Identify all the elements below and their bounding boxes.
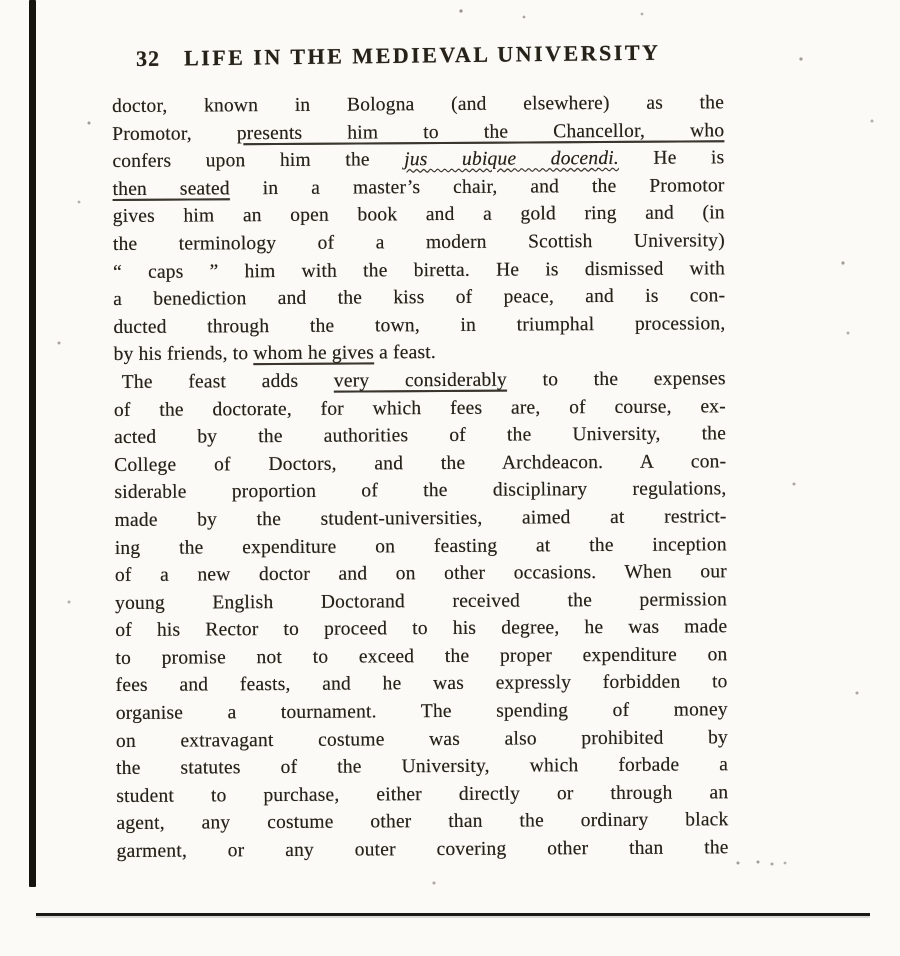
text-segment: to promise not to exceed the proper expenditure on bbox=[115, 644, 728, 669]
underlined-text: whom he gives bbox=[253, 342, 375, 365]
page-number: 32 bbox=[135, 45, 161, 71]
text-line bbox=[116, 779, 728, 810]
text-segment: by his friends, to bbox=[113, 343, 254, 366]
text-segment: agent, any costume other than the ordinary black bbox=[116, 809, 729, 835]
text-line bbox=[114, 448, 726, 479]
underlined-text: very considerably bbox=[333, 369, 508, 392]
text-line bbox=[115, 503, 727, 534]
text-line bbox=[117, 834, 729, 865]
underlined-text: then seated bbox=[112, 178, 230, 200]
text-segment: made by the student-universities, aimed at restrict- bbox=[114, 506, 727, 531]
text-segment: of the doctorate, for which fees are, of course, ex- bbox=[113, 395, 726, 421]
text-line bbox=[112, 89, 724, 120]
text-line bbox=[114, 420, 726, 451]
text-line bbox=[114, 393, 726, 424]
text-line bbox=[114, 338, 726, 369]
text-block bbox=[112, 89, 729, 865]
text-segment: The feast adds bbox=[121, 370, 334, 393]
text-segment: fees and feasts, and he was expressly forbidden to bbox=[115, 671, 728, 697]
text-segment: ing the expenditure on feasting at the inception bbox=[114, 533, 727, 559]
text-line bbox=[115, 531, 727, 562]
text-segment: a benediction and the kiss of peace, and is con- bbox=[113, 285, 726, 311]
text-line bbox=[113, 310, 725, 341]
text-line bbox=[113, 282, 725, 313]
underlined-text: presents him to the Chancellor, who bbox=[236, 119, 725, 144]
text-segment: garment, or any outer covering other than the bbox=[116, 837, 729, 863]
text-line bbox=[112, 117, 724, 148]
text-segment: acted by the authorities of the University, the bbox=[114, 423, 727, 449]
text-segment: “ caps ” him with the biretta. He is dismissed with bbox=[113, 257, 726, 283]
text-line bbox=[115, 614, 727, 645]
text-line bbox=[116, 696, 728, 727]
text-line bbox=[116, 751, 728, 782]
paragraph bbox=[112, 89, 726, 369]
text-line bbox=[115, 586, 727, 617]
text-line bbox=[113, 255, 725, 286]
text-segment: a feast. bbox=[373, 342, 436, 364]
scan-speckles bbox=[0, 0, 2, 2]
text-segment: student to purchase, either directly or through an bbox=[116, 782, 729, 807]
text-segment: Promotor, bbox=[112, 122, 237, 145]
text-segment: gives him an open book and a gold ring and (in bbox=[112, 202, 725, 228]
text-segment: organise a tournament. The spending of money bbox=[115, 699, 728, 725]
text-line bbox=[113, 227, 725, 258]
text-segment: He is bbox=[618, 147, 725, 170]
text-line bbox=[113, 172, 725, 203]
text-segment: College of Doctors, and the Archdeacon. A con- bbox=[114, 450, 727, 476]
text-line bbox=[116, 724, 728, 755]
text-segment: siderable proportion of the disciplinary regulations, bbox=[114, 478, 727, 504]
text-segment: of his Rector to proceed to his degree, he was made bbox=[115, 616, 728, 642]
text-segment: doctor, known in Bologna (and elsewhere) as the bbox=[112, 92, 725, 117]
text-line bbox=[116, 807, 728, 838]
text-line bbox=[114, 365, 726, 396]
text-segment: to the expenses bbox=[506, 368, 726, 391]
text-segment: ducted through the town, in triumphal procession, bbox=[113, 313, 726, 338]
text-segment: in a master’s chair, and the Promotor bbox=[229, 175, 725, 200]
running-title: LIFE IN THE MEDIEVAL UNIVERSITY bbox=[183, 39, 661, 71]
underlined-text: jus ubique docendi. bbox=[404, 148, 620, 171]
scan-rule-artifact bbox=[36, 913, 870, 916]
text-segment: confers upon him the bbox=[112, 149, 405, 173]
page-header bbox=[136, 38, 776, 72]
text-line bbox=[115, 641, 727, 672]
text-segment: the statutes of the University, which forbade a bbox=[116, 754, 729, 780]
text-segment: the terminology of a modern Scottish University) bbox=[112, 230, 725, 255]
text-line bbox=[115, 558, 727, 589]
text-segment: on extravagant costume was also prohibited by bbox=[115, 726, 729, 752]
text-line bbox=[114, 476, 726, 507]
text-segment: young English Doctorand received the permission bbox=[115, 588, 728, 614]
scan-edge-artifact bbox=[29, 0, 36, 887]
paragraph bbox=[114, 365, 729, 865]
text-line bbox=[113, 200, 725, 231]
text-segment: of a new doctor and on other occasions. When our bbox=[114, 561, 728, 587]
text-line bbox=[112, 144, 724, 175]
text-line bbox=[116, 669, 728, 700]
